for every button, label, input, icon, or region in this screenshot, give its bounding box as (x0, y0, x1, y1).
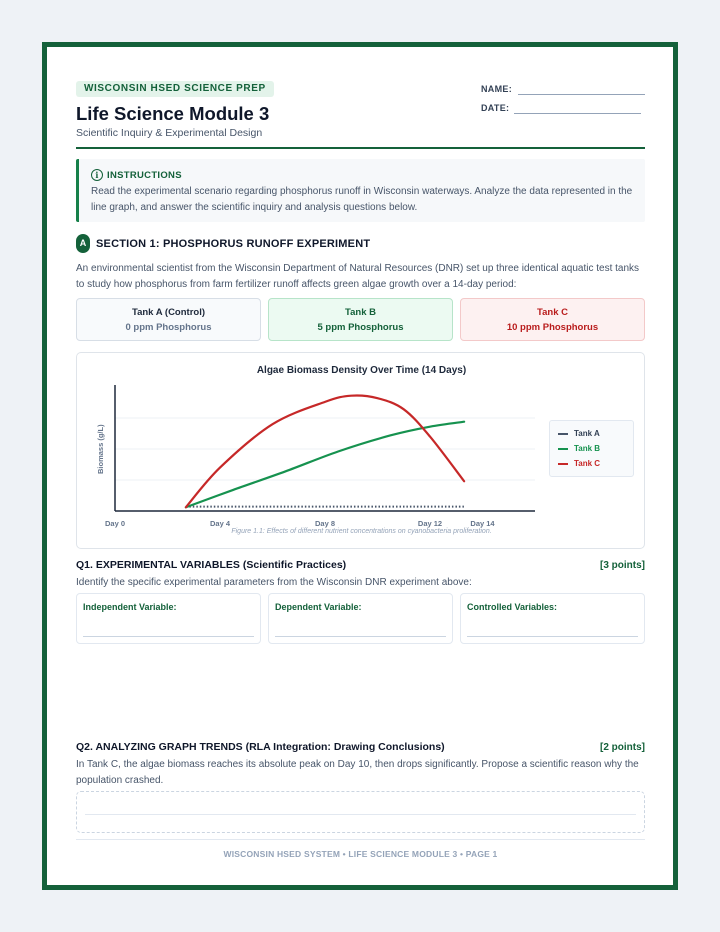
date-field[interactable] (514, 113, 641, 114)
legend-item (558, 459, 600, 468)
chart-caption: Figure 1.1: Effects of different nutrient concentrations on cyanobacteria proliferation. (231, 528, 492, 535)
x-tick-label: Day 0 (104, 519, 125, 528)
instructions-heading (91, 169, 182, 181)
q2-title: Q2. ANALYZING GRAPH TRENDS (RLA Integration: Drawing Conclusions) (76, 741, 445, 753)
independent-variable-box[interactable] (76, 593, 261, 644)
legend-swatch (558, 463, 568, 465)
dependent-variable-label: Dependent Variable: (275, 602, 362, 612)
legend-swatch (558, 448, 568, 450)
instructions-box (76, 159, 645, 222)
tank-c-name: Tank C (537, 307, 568, 318)
legend-item (558, 429, 600, 438)
header-divider (76, 147, 645, 149)
page-subtitle: Scientific Inquiry & Experimental Design (76, 127, 263, 139)
chart-container (76, 352, 645, 549)
q1-points: [3 points] (600, 560, 645, 571)
date-label: DATE: (481, 103, 510, 113)
q1-prompt: Identify the specific experimental parameters from the Wisconsin DNR experiment above: (76, 577, 472, 588)
x-tick-label: Day 14 (470, 519, 495, 528)
tank-c-card (460, 298, 645, 341)
controlled-variables-label: Controlled Variables: (467, 602, 558, 612)
footer-divider (76, 839, 645, 840)
answer-line (83, 636, 254, 637)
section-title: SECTION 1: PHOSPHORUS RUNOFF EXPERIMENT (96, 237, 371, 250)
name-label: NAME: (481, 84, 512, 94)
series-line-tank-c (186, 395, 464, 507)
q1-title: Q1. EXPERIMENTAL VARIABLES (Scientific Practices) (76, 559, 347, 571)
worksheet-page (42, 42, 678, 890)
chart-title: Algae Biomass Density Over Time (14 Days) (256, 365, 467, 376)
tank-b-card (268, 298, 453, 341)
x-tick-label: Day 8 (314, 519, 335, 528)
info-icon: i (91, 169, 103, 181)
answer-line (85, 814, 636, 815)
section-heading (76, 234, 370, 253)
tank-a-detail: 0 ppm Phosphorus (125, 322, 212, 333)
page-footer: WISCONSIN HSED SYSTEM • LIFE SCIENCE MODULE 3 • PAGE 1 (223, 849, 498, 859)
legend-label: Tank B (574, 444, 601, 453)
answer-line (467, 636, 638, 637)
dependent-variable-box[interactable] (268, 593, 453, 644)
answer-line (275, 636, 446, 637)
series-line-tank-b (186, 422, 464, 508)
instructions-heading-label: INSTRUCTIONS (107, 169, 182, 181)
tank-a-card (76, 298, 261, 341)
page-title: Life Science Module 3 (76, 103, 270, 124)
legend-label: Tank A (574, 429, 600, 438)
name-field[interactable] (518, 94, 645, 95)
independent-variable-label: Independent Variable: (83, 602, 177, 612)
tank-a-name: Tank A (Control) (132, 307, 205, 318)
x-tick-label: Day 12 (417, 519, 443, 528)
q2-prompt: In Tank C, the algae biomass reaches its absolute peak on Day 10, then drops significantly. Propose a scientific reason why the population crashed. (76, 759, 639, 786)
section-marker: A (76, 234, 90, 253)
tank-c-detail: 10 ppm Phosphorus (506, 322, 599, 333)
tank-b-detail: 5 ppm Phosphorus (317, 322, 404, 333)
legend-item (558, 444, 600, 453)
chart-legend (549, 420, 634, 477)
section-description: An environmental scientist from the Wisconsin Department of Natural Resources (DNR) set up three identical aquatic test tanks to study how phosphorus from farm fertilizer runoff affects green algae growth over a 14-day period: (76, 263, 640, 290)
tank-b-name: Tank B (345, 307, 376, 318)
instructions-text: Read the experimental scenario regarding phosphorus runoff in Wisconsin waterways. Analyze the data represented in the line graph, and answer the scientific inquiry and analysis questions below. (91, 186, 633, 213)
controlled-variables-box[interactable] (460, 593, 645, 644)
x-tick-label: Day 4 (209, 519, 230, 528)
course-badge: WISCONSIN HSED SCIENCE PREP (76, 81, 274, 97)
q2-answer-box[interactable] (76, 791, 645, 833)
legend-swatch (558, 433, 568, 435)
q2-points: [2 points] (600, 742, 645, 753)
chart-y-axis-label: Biomass (g/L) (96, 424, 105, 474)
legend-label: Tank C (574, 459, 601, 468)
